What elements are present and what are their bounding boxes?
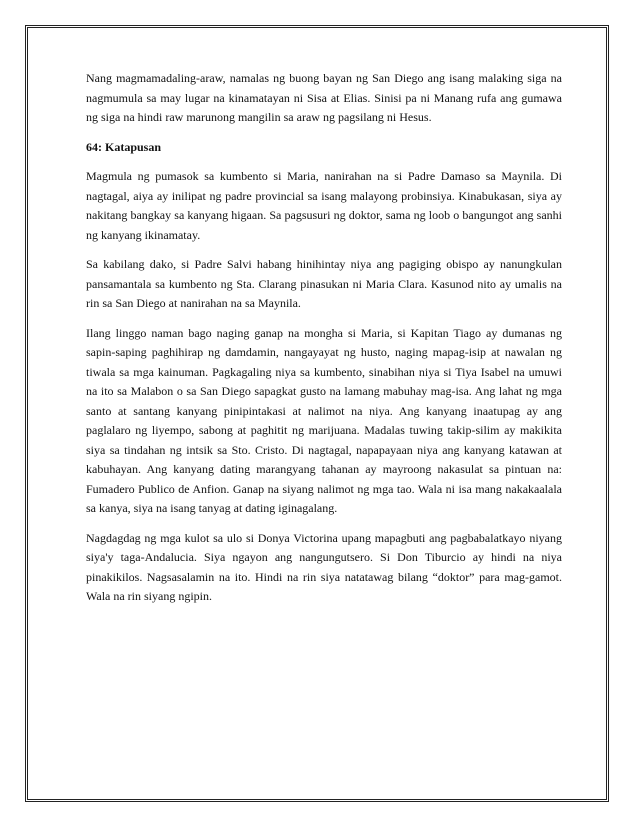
paragraph-padre-damaso: Magmula ng pumasok sa kumbento si Maria, nanirahan na si Padre Damaso sa Maynila. Di nagtagal, aiya ay inilipat ng padre provincial sa isang malayong probinsiya. Kinabukasan, siya ay nakitang bangkay sa kanyang higaan. Sa pagsusuri ng doktor, sama ng loob o bangungot ang sanhi ng kanyang ikinamatay. <box>86 169 562 242</box>
document-body <box>86 69 562 617</box>
paragraph-kapitan-tiago: Ilang linggo naman bago naging ganap na mongha si Maria, si Kapitan Tiago ay dumanas ng sapin-saping paghihirap ng damdamin, nangayayat ng husto, naging mapag-isip at nawalan ng tiwala sa mga kainuman. Pagkagaling niya sa kumbento, sinabihan niya si Tiya Isabel na umuwi na ito sa Malabon o sa San Diego sapagkat gusto na lamang mabuhay mag-isa. Ang lahat ng mga santo at santang kanyang pinipintakasi at nalimot na niya. Ang kanyang inaatupag ay ang paglalaro ng liyempo, sabong at paghitit ng marijuana. Madalas tuwing takip-silim ay makikita siya sa tindahan ng intsik sa Sto. Cristo. Di nagtagal, napapayaan niya ang kanyang katawan at kabuhayan. Ang kanyang dating marangyang tahanan ay mayroong nakasulat sa pintuan na: Fumadero Publico de Anfion. Ganap na siyang nalimot ng mga tao. Wala ni isa mang nakakaalala sa kanya, siya na isang tanyag at dating iginagalang. <box>86 325 562 515</box>
paragraph-intro: Nang magmamadaling-araw, namalas ng buong bayan ng San Diego ang isang malaking siga na nagmumula sa may lugar na kinamatayan ni Sisa at Elias. Sinisi pa ni Manang rufa ang gumawa ng siga na hindi raw marunong mangilin sa araw ng pagsilang ni Hesus. <box>86 71 562 124</box>
paragraph-padre-salvi: Sa kabilang dako, si Padre Salvi habang hinihintay niya ang pagiging obispo ay nanungkulan pansamantala sa kumbento ng Sta. Clarang pinasukan ni Maria Clara. Kasunod nito ay umalis na rin sa San Diego at nanirahan na sa Maynila. <box>86 257 562 310</box>
section-heading: 64: Katapusan <box>86 139 162 154</box>
paragraph-donya-victorina: Nagdagdag ng mga kulot sa ulo si Donya Victorina upang mapagbuti ang pagbabalatkayo niyang siya'y taga-Andalucia. Siya ngayon ang nangungutsero. Si Don Tiburcio ay hindi na niya pinakikilos. Nagsasalamin na ito. Hindi na rin siya natatawag bilang “doktor” para mag-gamot. Wala na rin siyang ngipin. <box>86 530 562 603</box>
